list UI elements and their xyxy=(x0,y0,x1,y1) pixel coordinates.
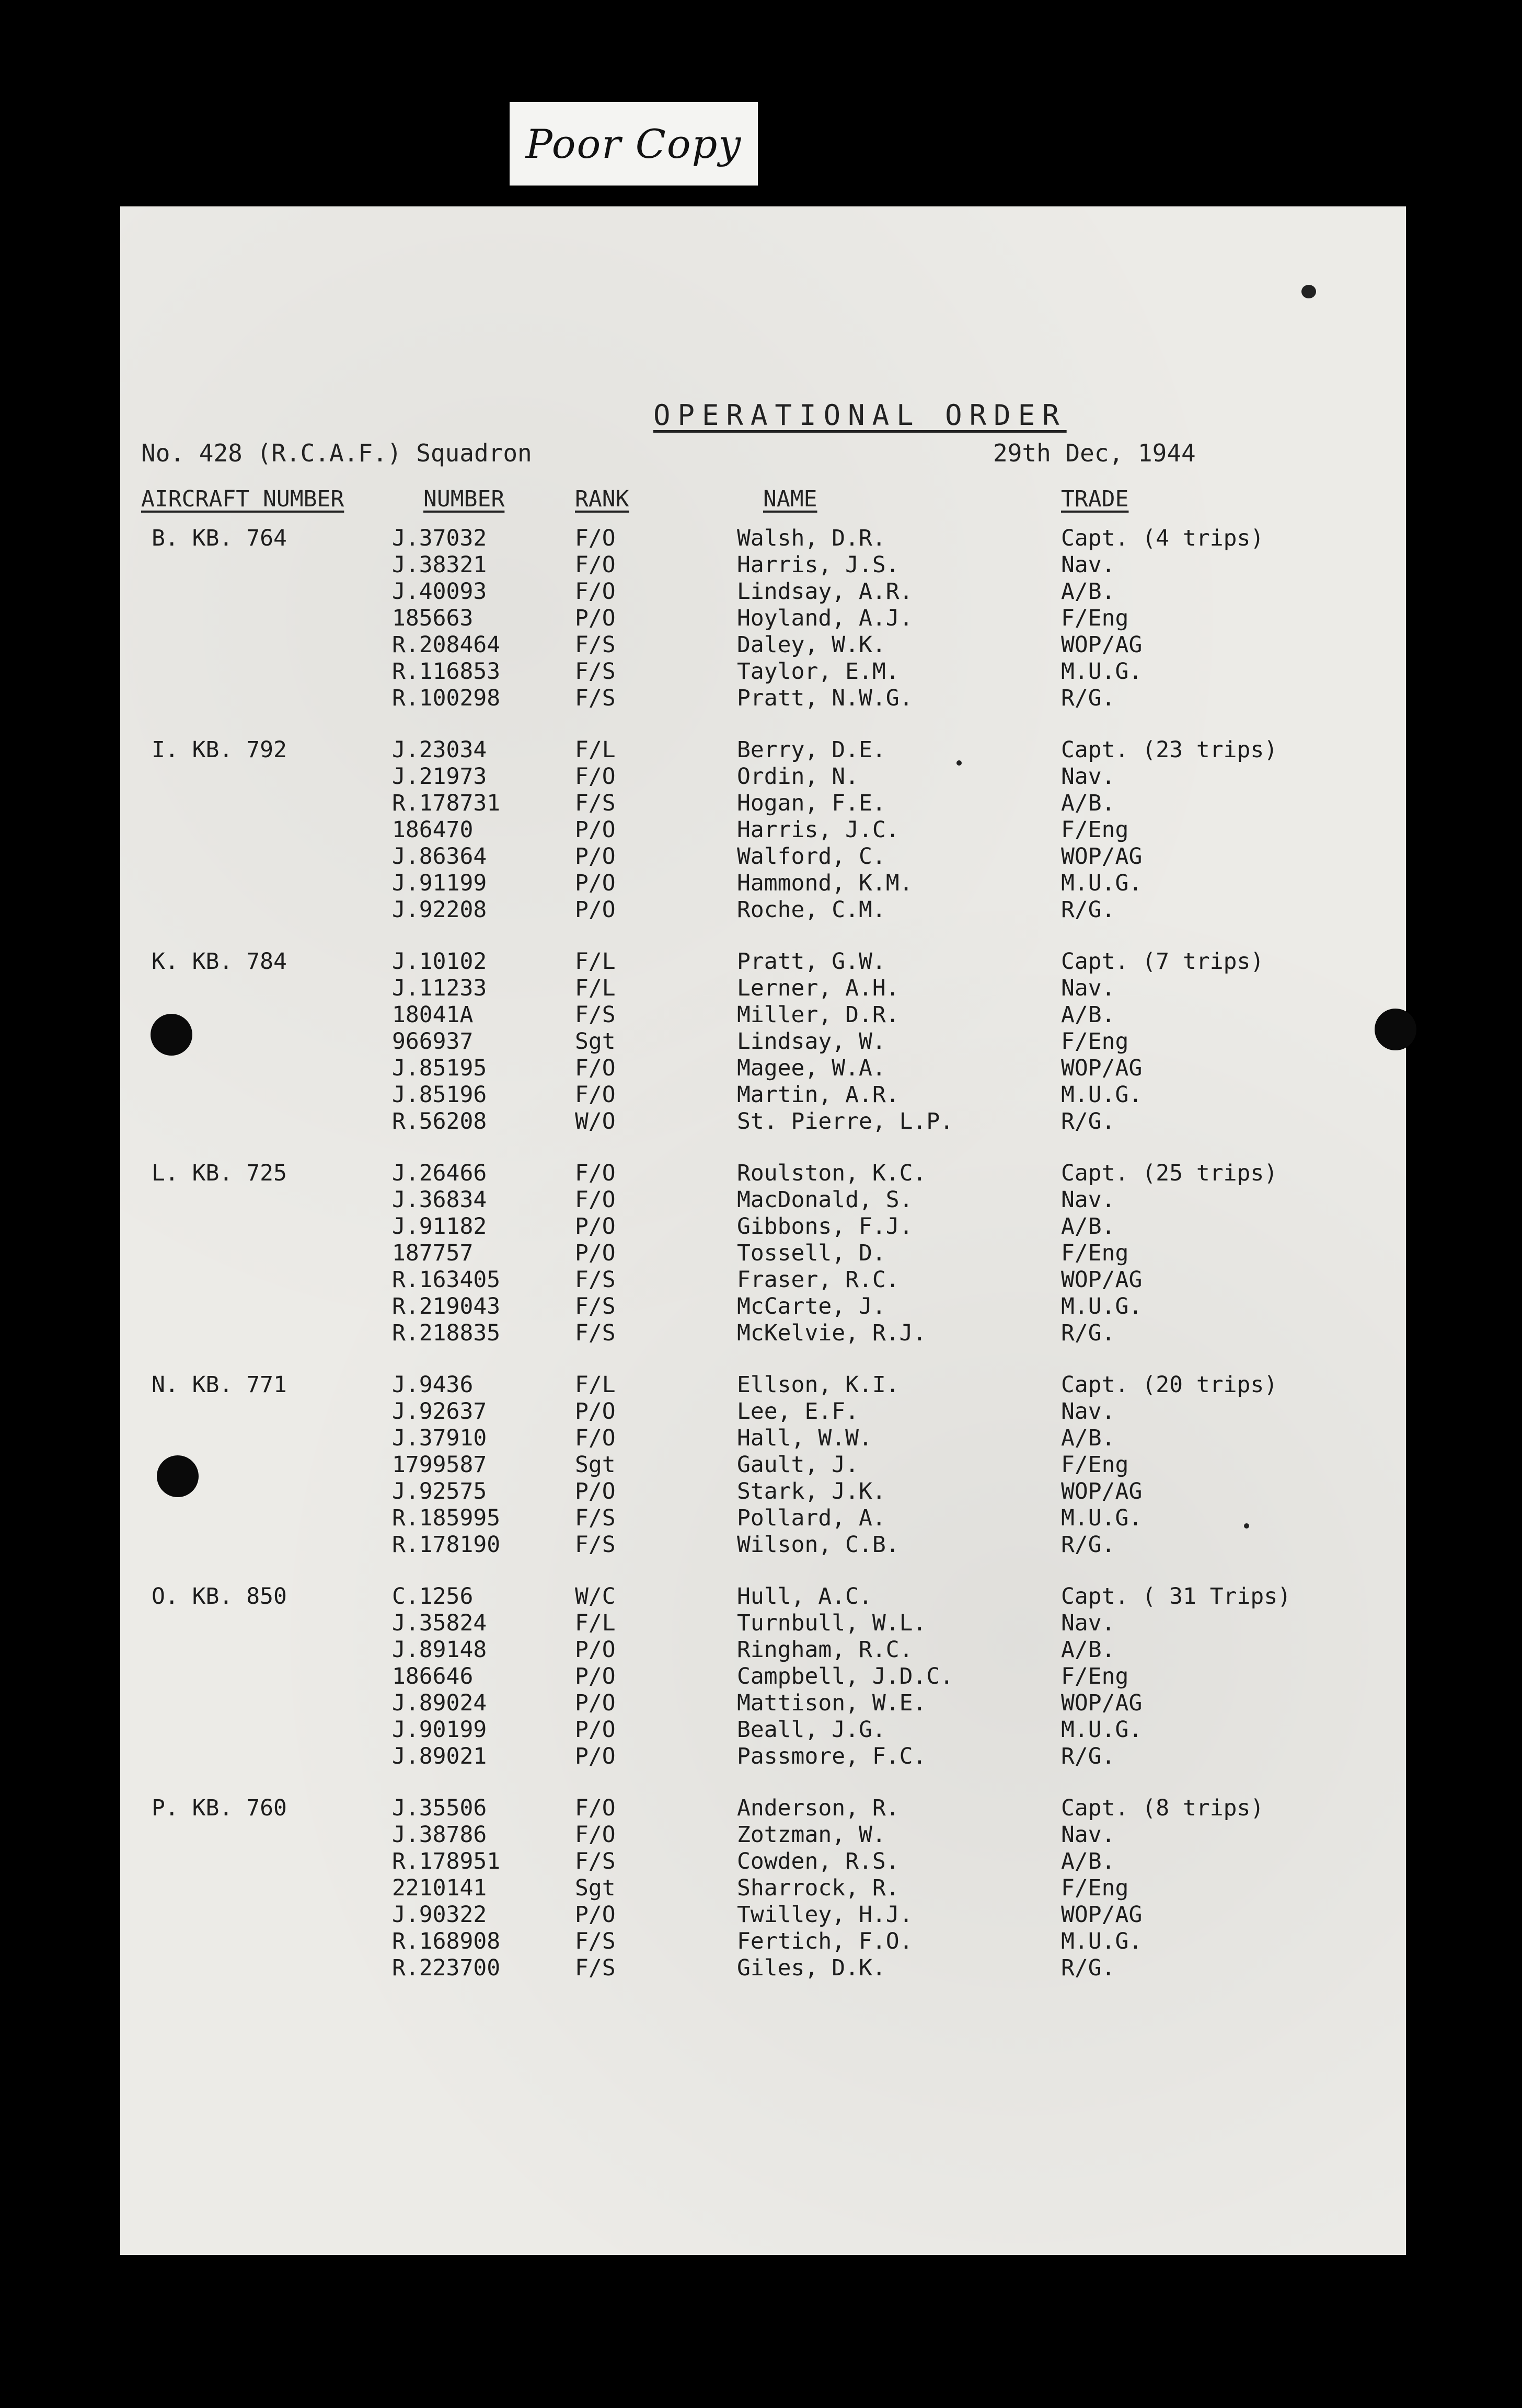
crew-name: Campbell, J.D.C. xyxy=(737,1663,954,1689)
trade: WOP/AG xyxy=(1061,1478,1143,1504)
service-number: R.185995 xyxy=(392,1505,501,1531)
crew-name: Lindsay, A.R. xyxy=(737,578,913,605)
aircraft-number: B. KB. 764 xyxy=(152,525,287,551)
trade: A/B. xyxy=(1061,1213,1115,1240)
crew-name: Taylor, E.M. xyxy=(737,658,900,685)
crew-row xyxy=(120,1928,1406,1955)
rank: P/O xyxy=(575,897,616,923)
trade: WOP/AG xyxy=(1061,1267,1143,1293)
rank: P/O xyxy=(575,1240,616,1266)
rank: F/L xyxy=(575,1372,616,1398)
service-number: R.116853 xyxy=(392,658,501,685)
service-number: J.21973 xyxy=(392,763,487,790)
service-number: J.92637 xyxy=(392,1398,487,1425)
order-date: 29th Dec, 1944 xyxy=(993,439,1196,467)
trade: A/B. xyxy=(1061,1637,1115,1663)
trade: Capt. (8 trips) xyxy=(1061,1795,1264,1821)
crew-name: Lee, E.F. xyxy=(737,1398,859,1425)
crew-name: Mattison, W.E. xyxy=(737,1690,927,1716)
trade: M.U.G. xyxy=(1061,1928,1143,1954)
service-number: R.56208 xyxy=(392,1108,487,1134)
crew-row xyxy=(120,1213,1406,1240)
rank: F/S xyxy=(575,1848,616,1874)
crew-name: Lerner, A.H. xyxy=(737,975,900,1001)
crew-name: Tossell, D. xyxy=(737,1240,886,1266)
crew-row xyxy=(120,1425,1406,1452)
rank: F/S xyxy=(575,1320,616,1346)
service-number: J.37910 xyxy=(392,1425,487,1451)
crew-row xyxy=(120,1583,1406,1610)
crew-name: Roche, C.M. xyxy=(737,897,886,923)
trade: A/B. xyxy=(1061,790,1115,816)
rank: P/O xyxy=(575,1637,616,1663)
service-number: 1799587 xyxy=(392,1452,487,1478)
squadron-label: No. 428 (R.C.A.F.) Squadron xyxy=(141,439,532,467)
crew-name: Sharrock, R. xyxy=(737,1875,900,1901)
service-number: R.223700 xyxy=(392,1955,501,1981)
service-number: J.91199 xyxy=(392,870,487,896)
crew-name: Harris, J.S. xyxy=(737,552,900,578)
trade: Nav. xyxy=(1061,1398,1115,1425)
service-number: 18041A xyxy=(392,1002,474,1028)
crew-row xyxy=(120,1028,1406,1055)
service-number: J.35824 xyxy=(392,1610,487,1636)
trade: A/B. xyxy=(1061,578,1115,605)
service-number: C.1256 xyxy=(392,1583,474,1610)
crew-row xyxy=(120,790,1406,817)
service-number: J.91182 xyxy=(392,1213,487,1240)
crew-row xyxy=(120,1610,1406,1637)
crew-name: Wilson, C.B. xyxy=(737,1532,900,1558)
rank: P/O xyxy=(575,1690,616,1716)
trade: Capt. ( 31 Trips) xyxy=(1061,1583,1292,1610)
trade: R/G. xyxy=(1061,1108,1115,1134)
crew-row xyxy=(120,1002,1406,1028)
crew-name: Beall, J.G. xyxy=(737,1717,886,1743)
rank: F/O xyxy=(575,525,616,551)
crew-row xyxy=(120,1478,1406,1505)
service-number: R.168908 xyxy=(392,1928,501,1954)
service-number: 185663 xyxy=(392,605,474,631)
trade: M.U.G. xyxy=(1061,658,1143,685)
crew-name: MacDonald, S. xyxy=(737,1187,913,1213)
service-number: J.9436 xyxy=(392,1372,474,1398)
trade: F/Eng xyxy=(1061,1028,1129,1055)
rank: W/O xyxy=(575,1108,616,1134)
crew-name: Walsh, D.R. xyxy=(737,525,886,551)
service-number: R.178951 xyxy=(392,1848,501,1874)
rank: F/S xyxy=(575,1955,616,1981)
trade: Nav. xyxy=(1061,1187,1115,1213)
crew-name: Pratt, N.W.G. xyxy=(737,685,913,711)
crew-name: St. Pierre, L.P. xyxy=(737,1108,954,1134)
aircraft-number: L. KB. 725 xyxy=(152,1160,287,1186)
crew-name: Hall, W.W. xyxy=(737,1425,872,1451)
crew-row xyxy=(120,1875,1406,1902)
service-number: J.85195 xyxy=(392,1055,487,1081)
crew-row xyxy=(120,1267,1406,1293)
crew-name: Ellson, K.I. xyxy=(737,1372,900,1398)
aircraft-number: O. KB. 850 xyxy=(152,1583,287,1610)
rank: F/S xyxy=(575,1505,616,1531)
crew-name: Hogan, F.E. xyxy=(737,790,886,816)
rank: P/O xyxy=(575,1398,616,1425)
crew-name: Fertich, F.O. xyxy=(737,1928,913,1954)
crew-row xyxy=(120,552,1406,578)
rank: F/O xyxy=(575,1055,616,1081)
rank: F/S xyxy=(575,658,616,685)
ink-speck xyxy=(1301,285,1316,298)
rank: F/O xyxy=(575,1160,616,1186)
rank: F/O xyxy=(575,1822,616,1848)
service-number: 186646 xyxy=(392,1663,474,1689)
rank: F/O xyxy=(575,1082,616,1108)
rank: P/O xyxy=(575,843,616,870)
service-number: R.100298 xyxy=(392,685,501,711)
crew-name: Walford, C. xyxy=(737,843,886,870)
crew-name: Harris, J.C. xyxy=(737,817,900,843)
rank: F/S xyxy=(575,1002,616,1028)
crew-row xyxy=(120,685,1406,712)
rank: F/O xyxy=(575,1187,616,1213)
crew-row xyxy=(120,1108,1406,1135)
service-number: J.35506 xyxy=(392,1795,487,1821)
rank: F/L xyxy=(575,948,616,975)
service-number: J.40093 xyxy=(392,578,487,605)
service-number: J.36834 xyxy=(392,1187,487,1213)
trade: Nav. xyxy=(1061,1822,1115,1848)
rank: F/S xyxy=(575,1928,616,1954)
crew-name: Turnbull, W.L. xyxy=(737,1610,927,1636)
trade: Capt. (20 trips) xyxy=(1061,1372,1278,1398)
service-number: R.163405 xyxy=(392,1267,501,1293)
trade: M.U.G. xyxy=(1061,1717,1143,1743)
service-number: J.37032 xyxy=(392,525,487,551)
crew-row xyxy=(120,1055,1406,1082)
service-number: J.89148 xyxy=(392,1637,487,1663)
service-number: J.90322 xyxy=(392,1902,487,1928)
service-number: J.38321 xyxy=(392,552,487,578)
rank: F/L xyxy=(575,737,616,763)
rank: F/O xyxy=(575,1425,616,1451)
crew-name: Hoyland, A.J. xyxy=(737,605,913,631)
crew-row xyxy=(120,525,1406,552)
crew-name: Stark, J.K. xyxy=(737,1478,886,1504)
rank: F/L xyxy=(575,1610,616,1636)
trade: WOP/AG xyxy=(1061,1690,1143,1716)
poor-copy-text: Poor Copy xyxy=(525,120,742,167)
rank: W/C xyxy=(575,1583,616,1610)
header-name: NAME xyxy=(763,486,817,512)
service-number: J.92208 xyxy=(392,897,487,923)
header-trade: TRADE xyxy=(1061,486,1129,512)
crew-row xyxy=(120,658,1406,685)
service-number: J.89024 xyxy=(392,1690,487,1716)
crew-row xyxy=(120,1240,1406,1267)
trade: WOP/AG xyxy=(1061,632,1143,658)
crew-row xyxy=(120,1743,1406,1770)
crew-row xyxy=(120,1082,1406,1108)
crew-row xyxy=(120,1955,1406,1982)
crew-name: Berry, D.E. xyxy=(737,737,886,763)
crew-row xyxy=(120,1452,1406,1478)
service-number: J.11233 xyxy=(392,975,487,1001)
rank: P/O xyxy=(575,870,616,896)
trade: R/G. xyxy=(1061,1955,1115,1981)
trade: F/Eng xyxy=(1061,1240,1129,1266)
crew-row xyxy=(120,1902,1406,1928)
rank: P/O xyxy=(575,1902,616,1928)
trade: Capt. (7 trips) xyxy=(1061,948,1264,975)
crew-name: Daley, W.K. xyxy=(737,632,886,658)
crew-row xyxy=(120,737,1406,763)
crew-row xyxy=(120,1637,1406,1663)
crew-name: Miller, D.R. xyxy=(737,1002,900,1028)
crew-row xyxy=(120,1663,1406,1690)
trade: Nav. xyxy=(1061,763,1115,790)
document-sheet xyxy=(120,206,1406,2255)
crew-name: Zotzman, W. xyxy=(737,1822,886,1848)
service-number: J.23034 xyxy=(392,737,487,763)
service-number: R.218835 xyxy=(392,1320,501,1346)
trade: Capt. (23 trips) xyxy=(1061,737,1278,763)
service-number: R.178731 xyxy=(392,790,501,816)
rank: F/L xyxy=(575,975,616,1001)
trade: R/G. xyxy=(1061,685,1115,711)
trade: M.U.G. xyxy=(1061,870,1143,896)
trade: A/B. xyxy=(1061,1002,1115,1028)
rank: Sgt xyxy=(575,1452,616,1478)
service-number: J.10102 xyxy=(392,948,487,975)
crew-row xyxy=(120,605,1406,632)
trade: Nav. xyxy=(1061,975,1115,1001)
rank: P/O xyxy=(575,1663,616,1689)
crew-name: Pollard, A. xyxy=(737,1505,886,1531)
rank: F/O xyxy=(575,552,616,578)
rank: F/S xyxy=(575,1267,616,1293)
trade: F/Eng xyxy=(1061,1663,1129,1689)
service-number: 966937 xyxy=(392,1028,474,1055)
header-aircraft: AIRCRAFT NUMBER xyxy=(141,486,344,512)
crew-name: Lindsay, W. xyxy=(737,1028,886,1055)
service-number: J.38786 xyxy=(392,1822,487,1848)
crew-row xyxy=(120,1320,1406,1347)
crew-row xyxy=(120,1293,1406,1320)
crew-row xyxy=(120,1795,1406,1822)
trade: M.U.G. xyxy=(1061,1505,1143,1531)
aircraft-number: I. KB. 792 xyxy=(152,737,287,763)
trade: R/G. xyxy=(1061,897,1115,923)
crew-row xyxy=(120,948,1406,975)
crew-row xyxy=(120,1505,1406,1532)
crew-row xyxy=(120,870,1406,897)
trade: M.U.G. xyxy=(1061,1082,1143,1108)
rank: P/O xyxy=(575,817,616,843)
trade: WOP/AG xyxy=(1061,1902,1143,1928)
crew-name: Hull, A.C. xyxy=(737,1583,872,1610)
crew-name: McCarte, J. xyxy=(737,1293,886,1319)
rank: P/O xyxy=(575,1213,616,1240)
trade: F/Eng xyxy=(1061,817,1129,843)
crew-row xyxy=(120,632,1406,658)
trade: A/B. xyxy=(1061,1848,1115,1874)
rank: P/O xyxy=(575,1743,616,1769)
service-number: J.86364 xyxy=(392,843,487,870)
rank: P/O xyxy=(575,1478,616,1504)
crew-row xyxy=(120,763,1406,790)
trade: F/Eng xyxy=(1061,1875,1129,1901)
crew-row xyxy=(120,1187,1406,1213)
service-number: R.178190 xyxy=(392,1532,501,1558)
crew-name: Giles, D.K. xyxy=(737,1955,886,1981)
rank: Sgt xyxy=(575,1028,616,1055)
service-number: R.219043 xyxy=(392,1293,501,1319)
service-number: J.90199 xyxy=(392,1717,487,1743)
service-number: J.26466 xyxy=(392,1160,487,1186)
rank: F/S xyxy=(575,1532,616,1558)
trade: R/G. xyxy=(1061,1320,1115,1346)
punch-hole xyxy=(151,1014,192,1056)
crew-row xyxy=(120,1690,1406,1717)
header-rank: RANK xyxy=(575,486,629,512)
ink-speck xyxy=(1244,1523,1249,1529)
rank: F/O xyxy=(575,763,616,790)
crew-name: Twilley, H.J. xyxy=(737,1902,913,1928)
trade: Capt. (4 trips) xyxy=(1061,525,1264,551)
trade: Capt. (25 trips) xyxy=(1061,1160,1278,1186)
service-number: 2210141 xyxy=(392,1875,487,1901)
rank: F/S xyxy=(575,1293,616,1319)
crew-row xyxy=(120,1822,1406,1848)
header-number: NUMBER xyxy=(423,486,505,512)
crew-name: Martin, A.R. xyxy=(737,1082,900,1108)
poor-copy-stamp xyxy=(510,102,758,186)
crew-row xyxy=(120,1717,1406,1743)
crew-row xyxy=(120,1160,1406,1187)
punch-hole xyxy=(1375,1009,1416,1050)
punch-hole xyxy=(157,1455,199,1497)
trade: R/G. xyxy=(1061,1743,1115,1769)
rank: P/O xyxy=(575,605,616,631)
crew-name: Passmore, F.C. xyxy=(737,1743,927,1769)
crew-row xyxy=(120,897,1406,923)
aircraft-number: P. KB. 760 xyxy=(152,1795,287,1821)
crew-name: Ringham, R.C. xyxy=(737,1637,913,1663)
crew-row xyxy=(120,975,1406,1002)
crew-row xyxy=(120,1532,1406,1558)
crew-name: McKelvie, R.J. xyxy=(737,1320,927,1346)
rank: F/O xyxy=(575,578,616,605)
rank: F/S xyxy=(575,790,616,816)
trade: Nav. xyxy=(1061,1610,1115,1636)
rank: P/O xyxy=(575,1717,616,1743)
trade: A/B. xyxy=(1061,1425,1115,1451)
crew-name: Ordin, N. xyxy=(737,763,859,790)
crew-name: Cowden, R.S. xyxy=(737,1848,900,1874)
trade: M.U.G. xyxy=(1061,1293,1143,1319)
service-number: J.92575 xyxy=(392,1478,487,1504)
crew-name: Hammond, K.M. xyxy=(737,870,913,896)
rank: Sgt xyxy=(575,1875,616,1901)
crew-row xyxy=(120,1372,1406,1398)
crew-row xyxy=(120,843,1406,870)
crew-row xyxy=(120,1398,1406,1425)
trade: F/Eng xyxy=(1061,1452,1129,1478)
trade: WOP/AG xyxy=(1061,1055,1143,1081)
rank: F/O xyxy=(575,1795,616,1821)
rank: F/S xyxy=(575,685,616,711)
crew-name: Fraser, R.C. xyxy=(737,1267,900,1293)
trade: WOP/AG xyxy=(1061,843,1143,870)
crew-name: Roulston, K.C. xyxy=(737,1160,927,1186)
service-number: J.85196 xyxy=(392,1082,487,1108)
crew-name: Anderson, R. xyxy=(737,1795,900,1821)
crew-row xyxy=(120,578,1406,605)
trade: R/G. xyxy=(1061,1532,1115,1558)
service-number: 187757 xyxy=(392,1240,474,1266)
crew-row xyxy=(120,1848,1406,1875)
ink-speck xyxy=(956,760,962,766)
aircraft-number: N. KB. 771 xyxy=(152,1372,287,1398)
crew-row xyxy=(120,817,1406,843)
trade: Nav. xyxy=(1061,552,1115,578)
service-number: 186470 xyxy=(392,817,474,843)
crew-name: Gibbons, F.J. xyxy=(737,1213,913,1240)
page-title: OPERATIONAL ORDER xyxy=(653,399,1067,432)
trade: F/Eng xyxy=(1061,605,1129,631)
service-number: J.89021 xyxy=(392,1743,487,1769)
crew-name: Gault, J. xyxy=(737,1452,859,1478)
service-number: R.208464 xyxy=(392,632,501,658)
crew-name: Magee, W.A. xyxy=(737,1055,886,1081)
rank: F/S xyxy=(575,632,616,658)
aircraft-number: K. KB. 784 xyxy=(152,948,287,975)
crew-name: Pratt, G.W. xyxy=(737,948,886,975)
